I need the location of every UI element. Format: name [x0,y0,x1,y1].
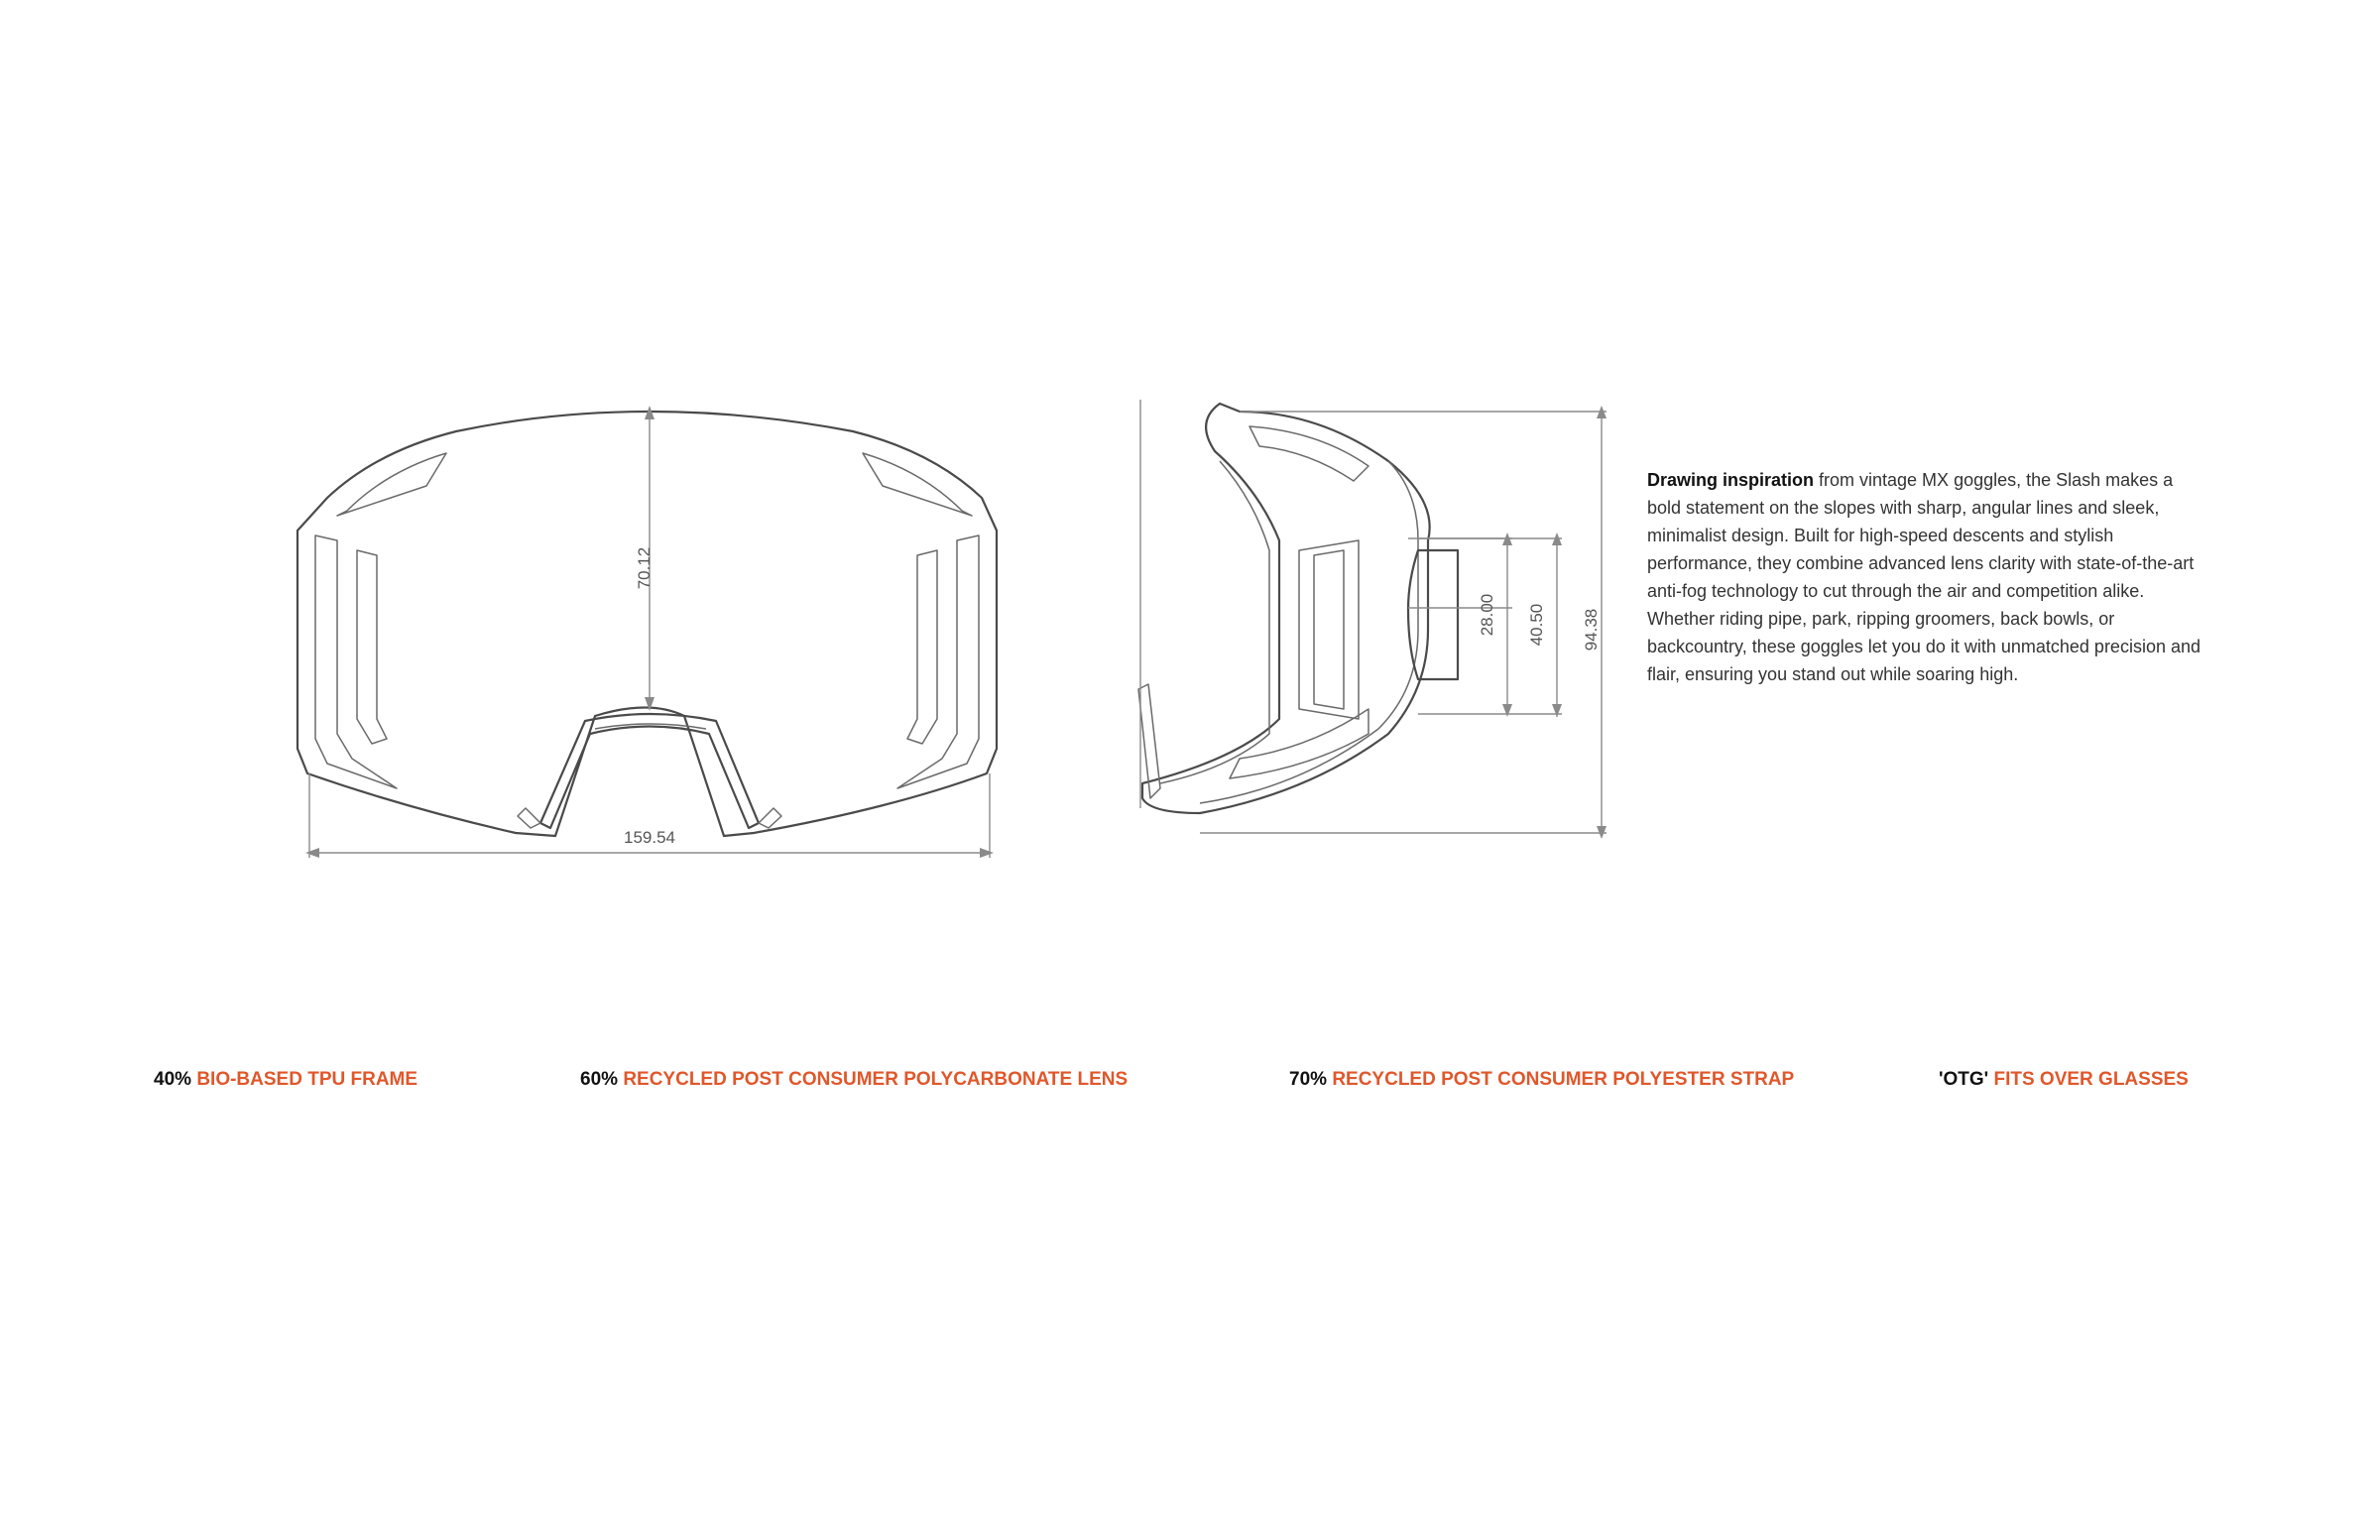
description-body: from vintage MX goggles, the Slash makes a bold statement on the slopes with sharp, angular lines and sleek, minimalist design. Built for high-speed descents and stylish performance, they combine advanced lens clarity with state-of-the-art anti-fog technology to cut through the air and competition alike. Whether riding pipe, park, ripping groomers, back bowls, or backcountry, these goggles let you do it with unmatched precision and flair, ensuring you stand out while soaring high. [1647,470,2201,684]
feature-list [0,1069,2380,1099]
feature-otg [1939,1069,2189,1091]
feature-lens [580,1069,1128,1091]
feature-lens-prefix: 60% [580,1069,619,1090]
goggle-front-view [258,392,1041,868]
feature-strap [1289,1069,1794,1091]
goggle-front-drawing [258,392,1041,868]
goggle-side-view [1121,392,1636,848]
middle-height-dimension-label: 40.50 [1527,603,1546,647]
feature-frame-text: BIO-BASED TPU FRAME [196,1069,418,1090]
feature-lens-text: RECYCLED POST CONSUMER POLYCARBONATE LENS [623,1069,1129,1090]
description-lead: Drawing inspiration [1647,470,1815,490]
overall-height-dimension-label: 94.38 [1582,608,1601,652]
feature-frame-prefix: 40% [154,1069,192,1090]
feature-strap-text: RECYCLED POST CONSUMER POLYESTER STRAP [1332,1069,1795,1090]
height-dimension-label: 70.12 [635,546,654,590]
inner-height-dimension-label: 28.00 [1478,593,1496,637]
product-description [1647,466,2202,688]
goggle-side-drawing [1121,392,1636,848]
feature-otg-text: FITS OVER GLASSES [1993,1069,2189,1090]
feature-otg-prefix: 'OTG' [1939,1069,1989,1090]
width-dimension-label: 159.54 [624,828,675,847]
feature-frame [154,1069,417,1091]
feature-strap-prefix: 70% [1289,1069,1328,1090]
